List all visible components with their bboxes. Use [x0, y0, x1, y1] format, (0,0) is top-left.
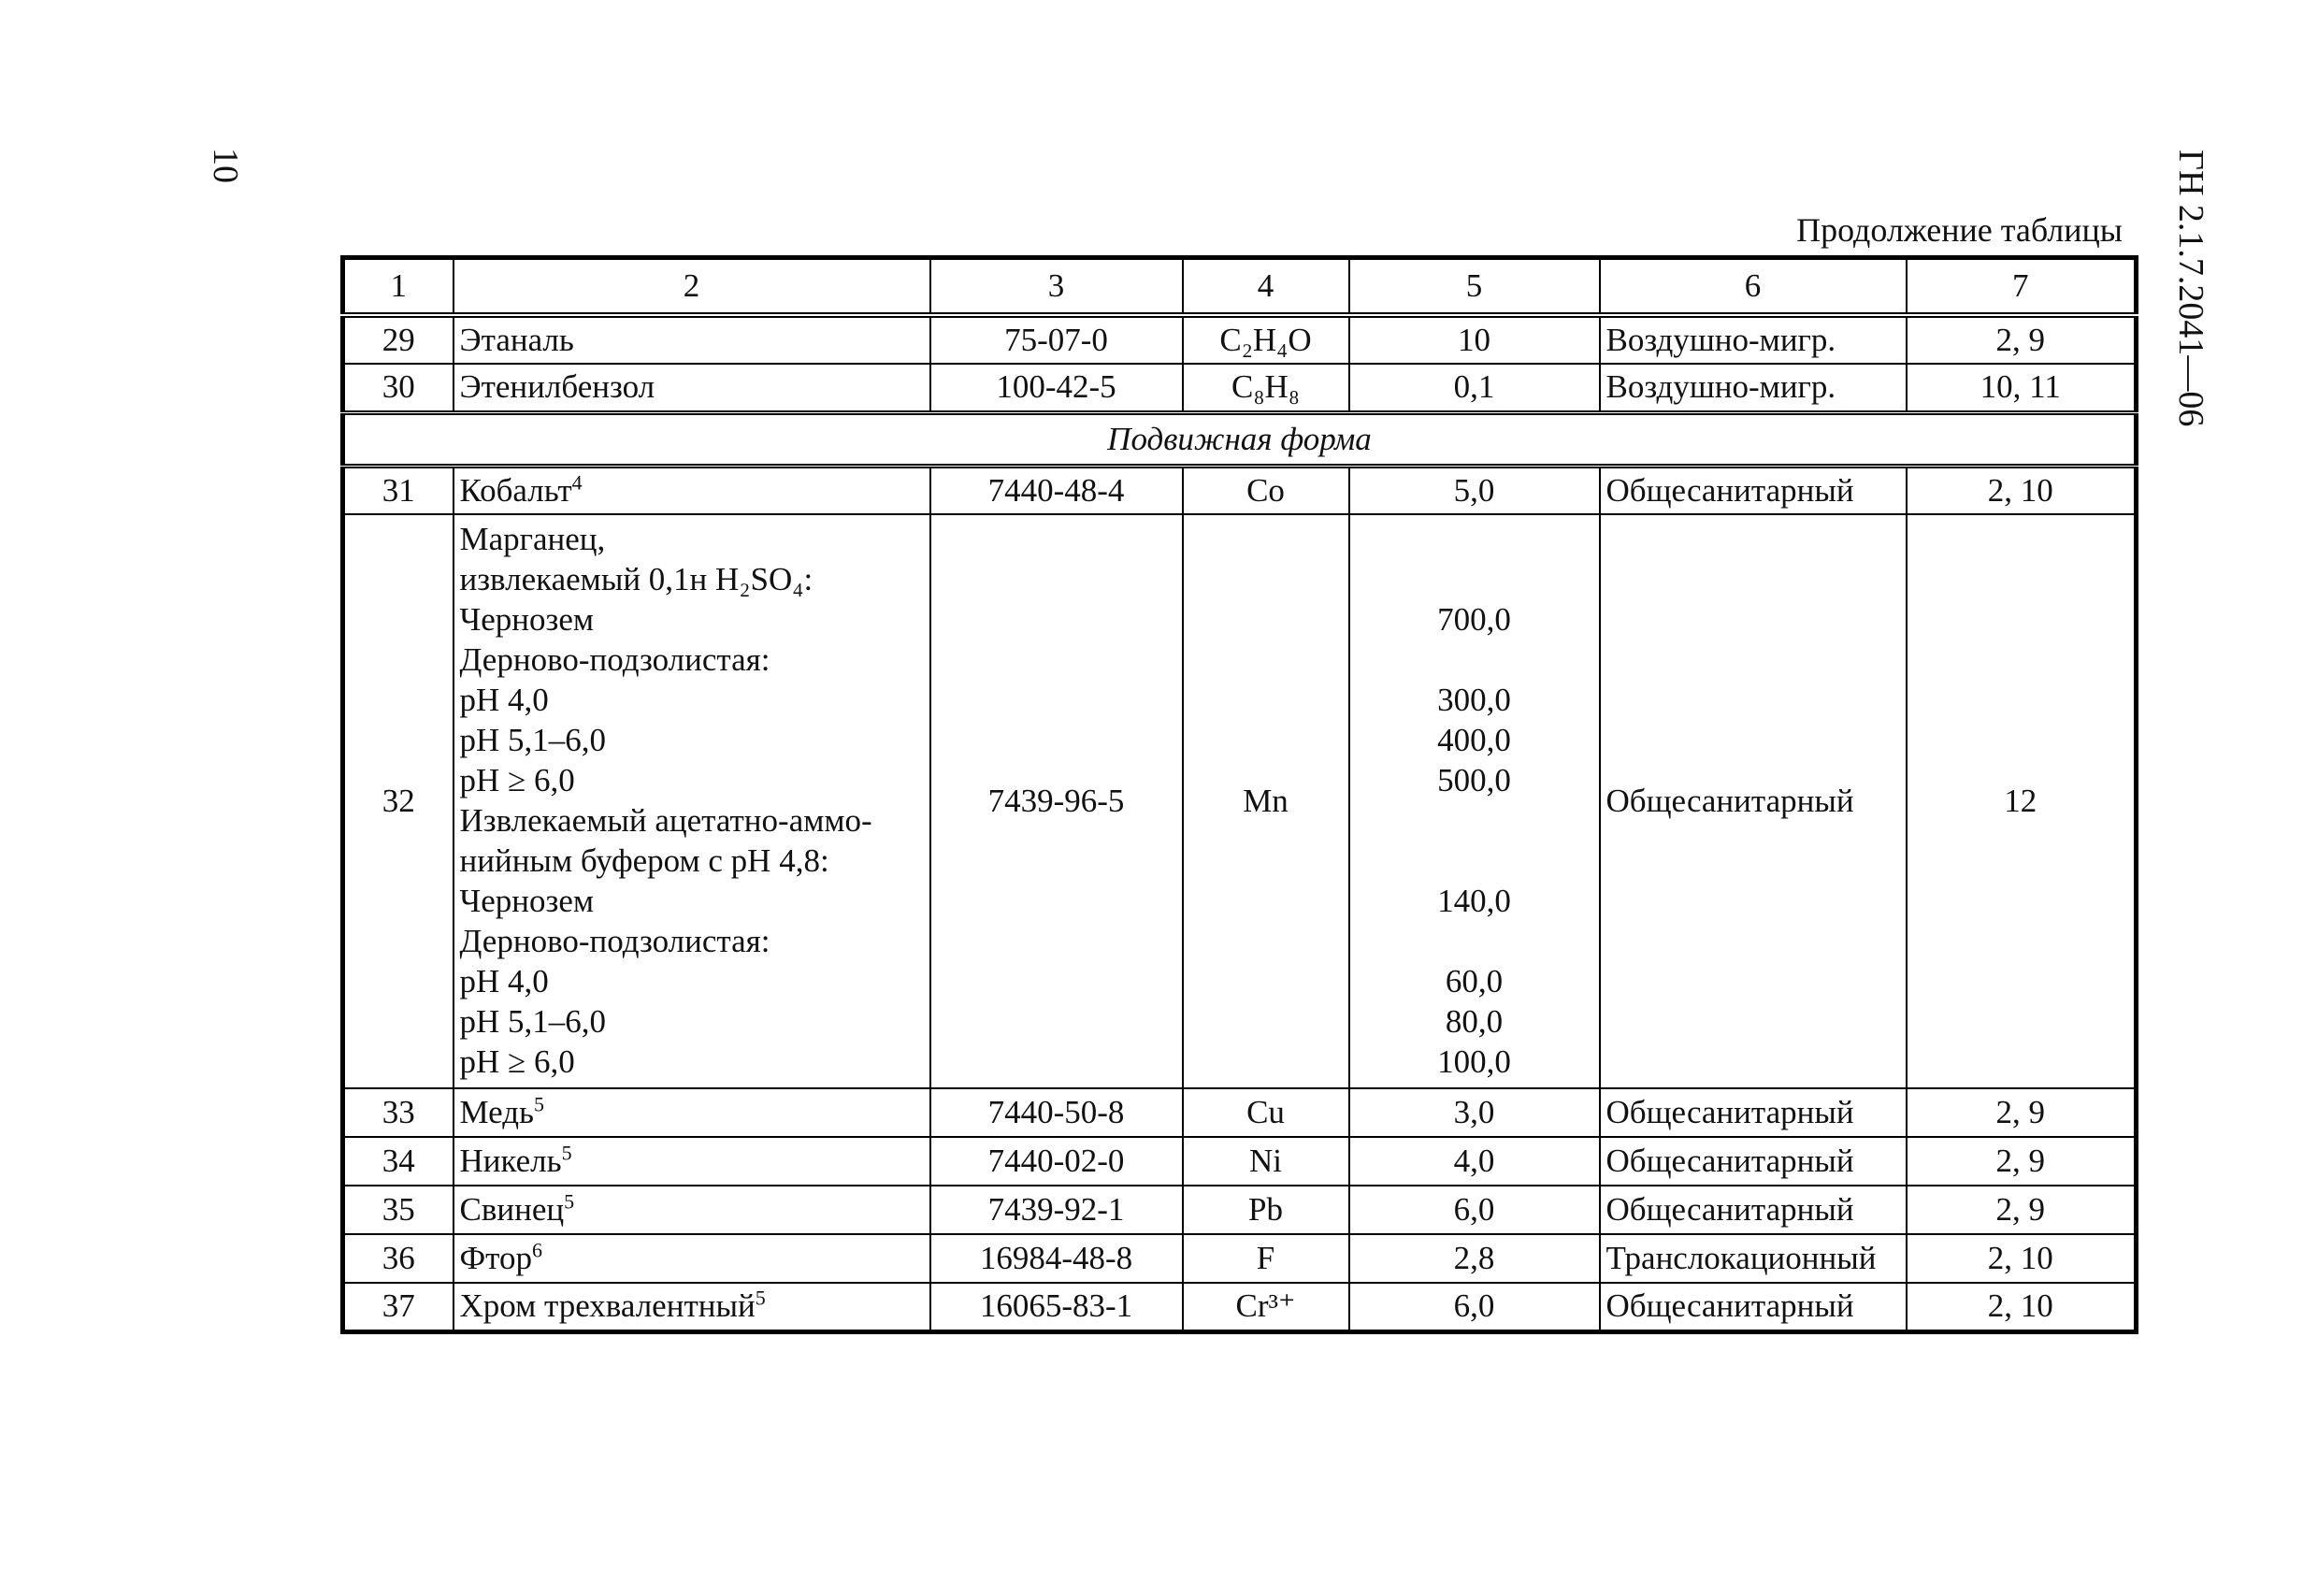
value-line [1356, 800, 1593, 841]
references: 12 [1907, 514, 2137, 1088]
substance-name-cell [454, 1137, 930, 1186]
description-line: извлекаемый 0,1н H₂SO₄: [459, 561, 813, 597]
references: 2, 10 [1907, 1234, 2137, 1283]
value: 4,0 [1349, 1137, 1600, 1186]
row-number: 35 [343, 1186, 454, 1234]
table-row [343, 1234, 2137, 1283]
value: 3,0 [1349, 1088, 1600, 1137]
description-line: Чернозем [459, 601, 595, 638]
indicator: Общесанитарный [1600, 1186, 1907, 1234]
indicator: Общесанитарный [1600, 1088, 1907, 1137]
substance-name-cell [454, 1283, 930, 1331]
value-line: 60,0 [1445, 963, 1504, 999]
references: 10, 11 [1907, 364, 2137, 412]
formula: C₂H₄O [1183, 315, 1349, 364]
row-number: 32 [343, 514, 454, 1088]
substance-name-cell [454, 466, 930, 514]
table-row [343, 466, 2137, 514]
table-row [343, 364, 2137, 412]
value-line: 80,0 [1445, 1003, 1504, 1040]
table-row [343, 1186, 2137, 1234]
value: 5,0 [1349, 466, 1600, 514]
description-line: Марганец, [459, 521, 606, 557]
value-line [1356, 559, 1593, 599]
formula: Mn [1183, 514, 1349, 1088]
indicator: Воздушно-мигр. [1600, 364, 1907, 412]
manganese-description [454, 514, 930, 1088]
footnote-mark: 4 [571, 470, 583, 495]
formula: F [1183, 1234, 1349, 1283]
references: 2, 10 [1907, 466, 2137, 514]
formula: Ni [1183, 1137, 1349, 1186]
header-cell: 5 [1349, 258, 1600, 316]
page-number: 10 [206, 148, 245, 183]
substance-name-cell [454, 1088, 930, 1137]
formula: Cu [1183, 1088, 1349, 1137]
value-line [1356, 841, 1593, 881]
header-row [343, 258, 2137, 316]
value: 2,8 [1349, 1234, 1600, 1283]
substance-name: Хром трехвалентный [459, 1287, 756, 1325]
standards-table [340, 255, 2138, 1334]
footnote-mark: 5 [561, 1141, 572, 1165]
description-line: рН ≥ 6,0 [459, 1043, 575, 1080]
value-line: 400,0 [1437, 722, 1511, 758]
cas-number: 7440-48-4 [930, 466, 1183, 514]
continuation-label: Продолжение таблицы [1796, 211, 2123, 249]
description-line: рН 4,0 [459, 963, 549, 999]
header-cell: 4 [1183, 258, 1349, 316]
row-number: 31 [343, 466, 454, 514]
table-row [343, 1088, 2137, 1137]
cas-number: 7440-50-8 [930, 1088, 1183, 1137]
references: 2, 9 [1907, 315, 2137, 364]
header-cell: 3 [930, 258, 1183, 316]
value-line: 300,0 [1437, 682, 1511, 718]
footnote-mark: 5 [755, 1286, 766, 1310]
row-number: 36 [343, 1234, 454, 1283]
substance-name: Этенилбензол [454, 364, 930, 412]
substance-name-cell [454, 1186, 930, 1234]
footnote-mark: 6 [532, 1238, 542, 1262]
header-cell: 1 [343, 258, 454, 316]
value-line [1356, 640, 1593, 680]
document-code: ГН 2.1.7.2041—06 [2171, 150, 2210, 427]
indicator: Воздушно-мигр. [1600, 315, 1907, 364]
cas-number: 7439-92-1 [930, 1186, 1183, 1234]
formula: Co [1183, 466, 1349, 514]
manganese-values [1349, 514, 1600, 1088]
description-line: нийным буфером с рН 4,8: [459, 842, 829, 879]
indicator: Общесанитарный [1600, 466, 1907, 514]
description-line: рН 5,1–6,0 [459, 722, 607, 758]
value-line: 140,0 [1437, 883, 1511, 919]
references: 2, 10 [1907, 1283, 2137, 1331]
description-line: Дерново-подзолистая: [459, 923, 770, 959]
table-row [343, 315, 2137, 364]
header-cell: 2 [454, 258, 930, 316]
cas-number: 16065-83-1 [930, 1283, 1183, 1331]
substance-name: Свинец [459, 1191, 565, 1228]
formula: Cr³⁺ [1183, 1283, 1349, 1331]
indicator: Общесанитарный [1600, 1137, 1907, 1186]
row-number: 37 [343, 1283, 454, 1331]
value: 0,1 [1349, 364, 1600, 412]
description-line: рН 5,1–6,0 [459, 1003, 607, 1040]
table-row [343, 514, 2137, 1088]
value-line [1356, 519, 1593, 559]
value: 10 [1349, 315, 1600, 364]
value-line: 100,0 [1437, 1043, 1511, 1080]
row-number: 29 [343, 315, 454, 364]
table-row [343, 1137, 2137, 1186]
header-cell: 7 [1907, 258, 2137, 316]
references: 2, 9 [1907, 1088, 2137, 1137]
indicator: Общесанитарный [1600, 1283, 1907, 1331]
formula: Pb [1183, 1186, 1349, 1234]
substance-name: Никель [459, 1143, 562, 1179]
row-number: 30 [343, 364, 454, 412]
value: 6,0 [1349, 1283, 1600, 1331]
substance-name-cell [454, 1234, 930, 1283]
description-line: Дерново-подзолистая: [459, 641, 770, 678]
indicator: Общесанитарный [1600, 514, 1907, 1088]
substance-name: Фтор [459, 1240, 532, 1276]
references: 2, 9 [1907, 1186, 2137, 1234]
description-line: Извлекаемый ацетатно-аммо- [459, 802, 872, 839]
cas-number: 7439-96-5 [930, 514, 1183, 1088]
row-number: 33 [343, 1088, 454, 1137]
description-line: рН 4,0 [459, 682, 549, 718]
formula: C₈H₈ [1183, 364, 1349, 412]
cas-number: 7440-02-0 [930, 1137, 1183, 1186]
footnote-mark: 5 [534, 1092, 545, 1116]
cas-number: 16984-48-8 [930, 1234, 1183, 1283]
indicator: Транслокационный [1600, 1234, 1907, 1283]
value-line: 700,0 [1437, 601, 1511, 638]
description-line: Чернозем [459, 883, 595, 919]
header-cell: 6 [1600, 258, 1907, 316]
value-line: 500,0 [1437, 762, 1511, 798]
cas-number: 75-07-0 [930, 315, 1183, 364]
table-row [343, 1283, 2137, 1331]
value: 6,0 [1349, 1186, 1600, 1234]
cas-number: 100-42-5 [930, 364, 1183, 412]
substance-name: Медь [459, 1094, 535, 1130]
section-title: Подвижная форма [343, 412, 2137, 466]
section-row [343, 412, 2137, 466]
row-number: 34 [343, 1137, 454, 1186]
substance-name: Кобальт [459, 471, 572, 509]
description-line: рН ≥ 6,0 [459, 762, 575, 798]
value-line [1356, 921, 1593, 961]
footnote-mark: 5 [564, 1189, 575, 1214]
substance-name: Этаналь [454, 315, 930, 364]
references: 2, 9 [1907, 1137, 2137, 1186]
